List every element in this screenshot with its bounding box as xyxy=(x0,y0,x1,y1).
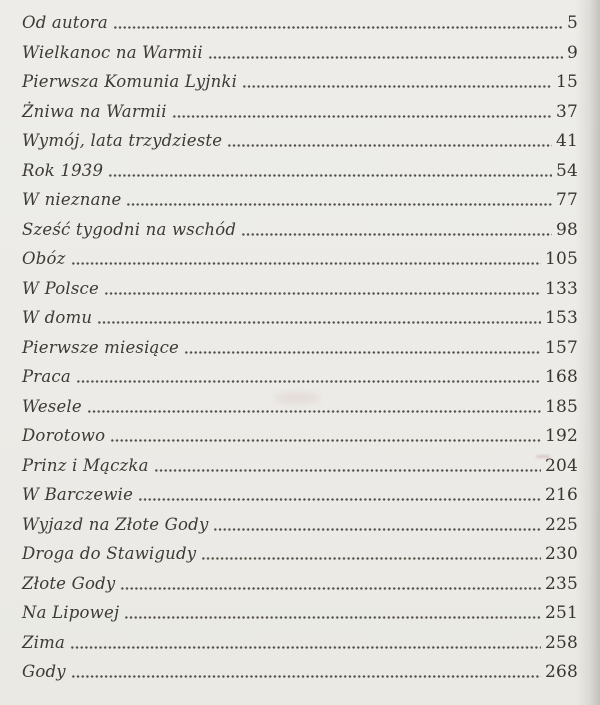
toc-entry-page: 204 xyxy=(544,455,578,476)
toc-entry-title: Żniwa na Warmii xyxy=(22,101,167,121)
dot-leader xyxy=(184,351,541,354)
toc-entry-page: 15 xyxy=(555,72,578,92)
toc-entry xyxy=(22,657,578,687)
dot-leader xyxy=(138,498,541,501)
toc-entry xyxy=(22,38,578,68)
toc-entry-title: W Polsce xyxy=(22,278,99,298)
toc-entry-title: Obóz xyxy=(22,249,66,268)
toc-entry-page: 9 xyxy=(566,42,578,63)
dot-leader xyxy=(172,115,552,118)
toc-entry xyxy=(22,362,578,392)
toc-entry-page: 268 xyxy=(544,662,578,682)
toc-entry xyxy=(22,510,578,540)
toc-entry xyxy=(22,126,578,156)
toc-entry-page: 157 xyxy=(544,337,578,358)
toc-entry-page: 153 xyxy=(544,308,578,328)
toc-entry-title: Gody xyxy=(22,662,66,681)
toc-entry-title: W Barczewie xyxy=(22,485,134,504)
toc-entry-title: Prinz i Mączka xyxy=(22,455,149,475)
toc-entry xyxy=(22,569,578,599)
dot-leader xyxy=(70,646,541,649)
dot-leader xyxy=(71,675,541,678)
toc-entry-title: Wymój, lata trzydzieste xyxy=(22,131,223,150)
toc-entry-title: Dorotowo xyxy=(22,426,106,445)
dot-leader xyxy=(87,410,541,413)
toc-entry-page: 235 xyxy=(544,573,578,594)
toc-entry-title: Pierwsze miesiące xyxy=(22,337,179,357)
toc-entry-page: 133 xyxy=(544,278,578,299)
dot-leader xyxy=(104,292,541,295)
toc-entry-page: 98 xyxy=(555,219,578,240)
dot-leader xyxy=(242,85,552,88)
dot-leader xyxy=(71,262,541,265)
toc-entry-title: Pierwsza Komunia Lyjnki xyxy=(22,72,238,91)
toc-entry xyxy=(22,8,578,38)
toc-entry-title: Od autora xyxy=(22,13,108,32)
toc-entry-page: 251 xyxy=(544,603,578,623)
toc-entry-title: Sześć tygodni na wschód xyxy=(22,219,237,239)
toc-entry-page: 192 xyxy=(544,426,578,446)
toc-entry xyxy=(22,274,578,304)
dot-leader xyxy=(110,439,541,442)
dot-leader xyxy=(97,321,541,324)
toc-entry-page: 54 xyxy=(555,160,578,181)
toc-entry-title: Rok 1939 xyxy=(22,160,104,180)
dot-leader xyxy=(227,144,552,147)
toc-entry xyxy=(22,303,578,333)
toc-entry-title: Na Lipowej xyxy=(22,603,120,622)
toc-entry-page: 216 xyxy=(544,485,578,505)
dot-leader xyxy=(76,380,541,383)
scan-smudge xyxy=(536,455,550,458)
toc-entry xyxy=(22,539,578,569)
dot-leader xyxy=(124,616,541,619)
toc-entry-title: Wesele xyxy=(22,396,82,416)
toc-entry xyxy=(22,421,578,451)
dot-leader xyxy=(108,174,552,177)
toc-entry-title: Wyjazd na Złote Gody xyxy=(22,514,209,534)
dot-leader xyxy=(120,587,541,590)
toc-entry-page: 185 xyxy=(544,396,578,417)
toc-entry-title: Złote Gody xyxy=(22,573,116,593)
toc-entry-page: 230 xyxy=(544,544,578,564)
toc-entry xyxy=(22,333,578,363)
dot-leader xyxy=(126,203,552,206)
dot-leader xyxy=(201,557,541,560)
toc-entry xyxy=(22,480,578,510)
toc-entry-page: 258 xyxy=(544,632,578,653)
toc-entry-title: Wielkanoc na Warmii xyxy=(22,42,203,62)
dot-leader xyxy=(208,56,563,59)
toc-entry xyxy=(22,185,578,215)
toc-entry-page: 105 xyxy=(544,249,578,269)
toc-entry-title: W nieznane xyxy=(22,190,122,209)
dot-leader xyxy=(113,26,563,29)
toc-entry-page: 225 xyxy=(544,514,578,535)
toc-entry-page: 37 xyxy=(555,101,578,122)
toc-entry-page: 77 xyxy=(555,190,578,210)
toc-entry xyxy=(22,628,578,658)
dot-leader xyxy=(213,528,540,531)
toc-entry-page: 168 xyxy=(544,367,578,387)
toc-entry-title: Droga do Stawigudy xyxy=(22,544,197,563)
dot-leader xyxy=(154,469,541,472)
toc-entry-title: Zima xyxy=(22,632,66,652)
toc-entry xyxy=(22,598,578,628)
dot-leader xyxy=(241,233,552,236)
toc-entry xyxy=(22,215,578,245)
toc-entry xyxy=(22,451,578,481)
toc-entry xyxy=(22,67,578,97)
toc-entry xyxy=(22,156,578,186)
toc-entry xyxy=(22,97,578,127)
toc-entry-title: Praca xyxy=(22,367,71,386)
toc-entry xyxy=(22,244,578,274)
toc-entry-title: W domu xyxy=(22,308,93,327)
toc-entry-page: 41 xyxy=(555,131,578,151)
toc-entry-page: 5 xyxy=(566,13,578,33)
scan-smudge xyxy=(275,392,320,404)
